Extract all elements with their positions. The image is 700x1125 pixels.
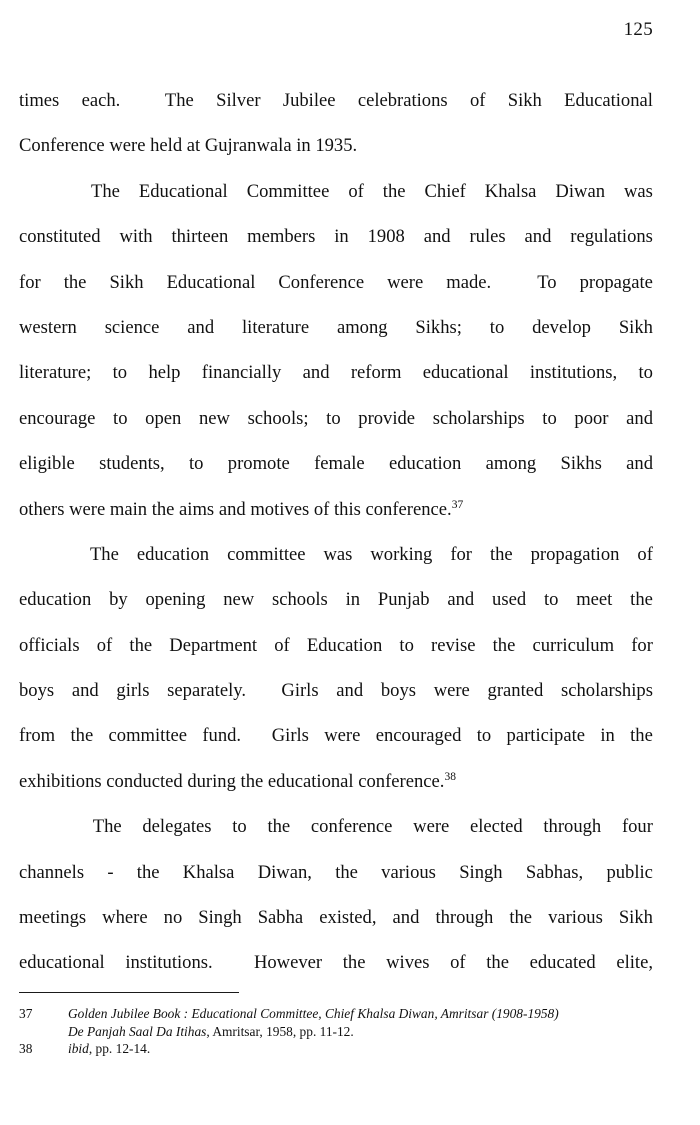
word: - bbox=[107, 861, 114, 883]
word: Sikhs; bbox=[415, 316, 462, 338]
word: Khalsa bbox=[182, 861, 235, 883]
word: Sikh bbox=[618, 316, 653, 338]
footnote-reference-marker[interactable]: 38 bbox=[444, 770, 456, 783]
word: and bbox=[187, 316, 215, 338]
word: with bbox=[119, 226, 153, 248]
word: Department bbox=[169, 634, 258, 656]
word: education bbox=[388, 453, 462, 475]
word: encourage bbox=[19, 407, 96, 429]
word: various bbox=[548, 907, 603, 929]
word: schools; bbox=[247, 407, 309, 429]
text-line bbox=[19, 441, 653, 486]
body-text bbox=[19, 78, 653, 986]
word: encouraged bbox=[375, 725, 462, 747]
word: constituted bbox=[19, 226, 101, 248]
word: the bbox=[486, 952, 509, 974]
word: Educational bbox=[564, 90, 653, 111]
word: conference bbox=[310, 816, 393, 838]
footnote-imprint-roman: , Amritsar, 1958, pp. 11-12. bbox=[206, 1023, 354, 1039]
word: literature bbox=[241, 316, 310, 338]
word: the bbox=[342, 952, 366, 974]
word: were bbox=[413, 816, 450, 838]
word: times bbox=[19, 90, 60, 111]
word: Singh bbox=[198, 907, 242, 929]
word: Diwan, bbox=[257, 861, 312, 883]
word: western bbox=[19, 316, 77, 338]
footnote-number[interactable]: 38 bbox=[19, 1041, 33, 1056]
word: the bbox=[509, 907, 533, 929]
word: education bbox=[136, 543, 210, 565]
word: revise bbox=[431, 634, 476, 656]
word: in bbox=[600, 725, 615, 747]
paragraph-indent bbox=[19, 532, 72, 577]
footnote-list bbox=[19, 1005, 653, 1058]
word: Punjab bbox=[377, 589, 430, 611]
footnote-title-italic: ibid bbox=[68, 1041, 89, 1056]
word: girls bbox=[116, 680, 150, 702]
word: and bbox=[626, 453, 653, 475]
word: were bbox=[387, 271, 424, 293]
word: help bbox=[148, 362, 181, 384]
word: Sikhs bbox=[560, 453, 602, 475]
word: The bbox=[164, 90, 194, 111]
word: to bbox=[542, 407, 557, 429]
page-number: 125 bbox=[623, 19, 653, 40]
word: of bbox=[469, 90, 486, 111]
paragraph-indent bbox=[19, 804, 72, 849]
word: Committee bbox=[246, 180, 330, 202]
word: science bbox=[104, 316, 160, 338]
word: open bbox=[145, 407, 182, 429]
word: The bbox=[92, 816, 122, 838]
word: the bbox=[129, 634, 153, 656]
word: and bbox=[524, 226, 552, 248]
footnote-entry bbox=[19, 1005, 653, 1040]
word: the bbox=[136, 861, 160, 883]
word: among bbox=[336, 316, 388, 338]
word: opening bbox=[145, 589, 206, 611]
word: and bbox=[423, 226, 451, 248]
word: four bbox=[621, 816, 653, 838]
word: Singh bbox=[459, 861, 503, 883]
word: the bbox=[267, 816, 291, 838]
text-line bbox=[19, 260, 653, 305]
word: However bbox=[253, 952, 323, 974]
word: the bbox=[492, 634, 516, 656]
word: rules bbox=[469, 226, 506, 248]
footnote-number[interactable]: 37 bbox=[19, 1006, 33, 1021]
word: Chief bbox=[424, 180, 466, 202]
word: celebrations bbox=[357, 90, 448, 111]
word: made. bbox=[446, 271, 492, 293]
paragraph bbox=[19, 532, 653, 804]
word: to bbox=[543, 589, 559, 611]
word: the bbox=[70, 725, 94, 747]
word: Khalsa bbox=[484, 180, 537, 202]
word: various bbox=[381, 861, 436, 883]
text-line bbox=[19, 804, 653, 849]
text-line bbox=[19, 305, 653, 350]
word: to bbox=[399, 634, 414, 656]
word: provide bbox=[358, 407, 416, 429]
word: to bbox=[232, 816, 247, 838]
footnote-title-italic: Golden Jubilee Book : Educational Committee, Chief Khalsa Diwan, Amritsar (1908-1958) bbox=[68, 1006, 559, 1021]
word: in bbox=[345, 589, 361, 611]
text-line bbox=[19, 214, 653, 259]
word: Jubilee bbox=[282, 90, 336, 111]
word: of bbox=[450, 952, 466, 974]
footnote-text bbox=[68, 1005, 653, 1040]
word: of bbox=[274, 634, 290, 656]
word: officials bbox=[19, 634, 80, 656]
word: Conference bbox=[278, 271, 365, 293]
text-line bbox=[19, 577, 653, 622]
word: Silver bbox=[216, 90, 261, 111]
word: delegates bbox=[142, 816, 212, 838]
word: meet bbox=[576, 589, 613, 611]
word: regulations bbox=[570, 226, 653, 248]
word: among bbox=[485, 453, 537, 475]
text-line bbox=[19, 940, 653, 985]
word: were bbox=[433, 680, 470, 702]
word: The bbox=[89, 543, 119, 565]
word: Educational bbox=[138, 180, 228, 202]
word: through bbox=[543, 816, 602, 838]
text-line bbox=[19, 78, 653, 123]
word: committee bbox=[108, 725, 188, 747]
word: propagation bbox=[530, 543, 620, 565]
text-line bbox=[19, 668, 653, 713]
word: curriculum bbox=[532, 634, 615, 656]
word: boys bbox=[19, 680, 55, 702]
word: educational bbox=[19, 952, 105, 974]
footnote-reference-marker[interactable]: 37 bbox=[451, 498, 464, 511]
text-line bbox=[19, 895, 653, 940]
text-line bbox=[19, 623, 653, 668]
word: for bbox=[631, 634, 653, 656]
word: 1908 bbox=[367, 226, 405, 248]
word: committee bbox=[227, 543, 306, 565]
word: institutions. bbox=[125, 952, 213, 974]
word: was bbox=[323, 543, 353, 565]
paragraph-indent bbox=[19, 169, 72, 214]
word: meetings bbox=[19, 907, 87, 929]
footnote-continuation-line bbox=[68, 1023, 653, 1041]
word: separately. bbox=[167, 680, 246, 702]
word: and bbox=[392, 907, 420, 929]
footnote-citation-roman: , pp. 12-14. bbox=[88, 1041, 151, 1056]
word: to bbox=[476, 725, 492, 747]
word: granted bbox=[487, 680, 544, 702]
word: used bbox=[492, 589, 527, 611]
word: Diwan bbox=[555, 180, 605, 202]
text-line bbox=[19, 350, 653, 395]
word: Sabha bbox=[257, 907, 304, 929]
word: fund. bbox=[202, 725, 242, 747]
word: education bbox=[19, 589, 92, 611]
word: each. bbox=[81, 90, 121, 111]
word: elite, bbox=[616, 952, 653, 974]
word: and bbox=[626, 407, 653, 429]
word: through bbox=[435, 907, 494, 929]
word: wives bbox=[386, 952, 430, 974]
word: and bbox=[71, 680, 99, 702]
word: develop bbox=[532, 316, 591, 338]
paragraph bbox=[19, 804, 653, 986]
word: no bbox=[163, 907, 183, 929]
word: financially bbox=[201, 362, 282, 384]
word: Sikh bbox=[507, 90, 542, 111]
word: educated bbox=[529, 952, 596, 974]
word: Education bbox=[306, 634, 383, 656]
word: to bbox=[638, 362, 653, 384]
word: members bbox=[247, 226, 316, 248]
footnote-entry bbox=[19, 1040, 653, 1058]
word: The bbox=[90, 180, 120, 202]
word: to bbox=[113, 407, 128, 429]
word: elected bbox=[470, 816, 523, 838]
line-text: exhibitions conducted during the educational conference. bbox=[19, 770, 445, 792]
word: and bbox=[336, 680, 364, 702]
word: Girls bbox=[281, 680, 319, 702]
word: in bbox=[334, 226, 349, 248]
word: eligible bbox=[19, 453, 75, 475]
text-line bbox=[19, 169, 653, 214]
line-text: Conference were held at Gujranwala in 1935. bbox=[19, 135, 358, 157]
text-line bbox=[19, 487, 653, 532]
word: for bbox=[450, 543, 472, 565]
text-line bbox=[19, 532, 653, 577]
word: literature; bbox=[19, 362, 92, 384]
word: Educational bbox=[166, 271, 256, 293]
word: of bbox=[96, 634, 113, 656]
word: new bbox=[198, 407, 230, 429]
word: to bbox=[112, 362, 128, 384]
word: promote bbox=[227, 453, 290, 475]
text-line bbox=[19, 759, 653, 804]
word: students, bbox=[99, 453, 165, 475]
footnote-separator-rule bbox=[19, 992, 239, 993]
word: Sabhas, bbox=[525, 861, 584, 883]
paragraph bbox=[19, 78, 653, 169]
word: to bbox=[326, 407, 341, 429]
word: were bbox=[324, 725, 361, 747]
word: scholarships bbox=[561, 680, 653, 702]
word: poor bbox=[574, 407, 609, 429]
footnote-subtitle-italic: De Panjah Saal Da Itihas bbox=[68, 1023, 207, 1039]
word: to bbox=[189, 453, 204, 475]
word: female bbox=[314, 453, 365, 475]
word: boys bbox=[380, 680, 416, 702]
word: from bbox=[19, 725, 56, 747]
word: existed, bbox=[319, 907, 377, 929]
word: and bbox=[302, 362, 330, 384]
word: of bbox=[348, 180, 364, 202]
word: participate bbox=[506, 725, 585, 747]
footnote-text bbox=[68, 1040, 653, 1058]
text-line bbox=[19, 123, 653, 168]
word: reform bbox=[350, 362, 402, 384]
word: the bbox=[382, 180, 406, 202]
word: propagate bbox=[579, 271, 653, 293]
word: for bbox=[19, 271, 41, 293]
word: Girls bbox=[271, 725, 309, 747]
word: the bbox=[335, 861, 358, 883]
text-line bbox=[19, 850, 653, 895]
word: and bbox=[447, 589, 475, 611]
word: the bbox=[63, 271, 87, 293]
word: where bbox=[102, 907, 148, 929]
word: new bbox=[223, 589, 255, 611]
word: of bbox=[637, 543, 653, 565]
word: schools bbox=[272, 589, 328, 611]
word: was bbox=[623, 180, 653, 202]
word: institutions, bbox=[529, 362, 618, 384]
text-line bbox=[19, 396, 653, 441]
word: working bbox=[370, 543, 433, 565]
paragraph bbox=[19, 169, 653, 532]
word: scholarships bbox=[432, 407, 525, 429]
line-text: others were main the aims and motives of this conference. bbox=[19, 498, 452, 520]
word: the bbox=[630, 725, 653, 747]
word: channels bbox=[19, 861, 85, 883]
word: To bbox=[537, 271, 557, 293]
word: by bbox=[109, 589, 128, 611]
word: Sikh bbox=[618, 907, 653, 929]
word: thirteen bbox=[171, 226, 229, 248]
word: to bbox=[489, 316, 505, 338]
word: public bbox=[606, 861, 653, 883]
word: educational bbox=[422, 362, 509, 384]
text-line bbox=[19, 713, 653, 758]
word: the bbox=[489, 543, 513, 565]
word: the bbox=[630, 589, 653, 611]
word: Sikh bbox=[109, 271, 144, 293]
